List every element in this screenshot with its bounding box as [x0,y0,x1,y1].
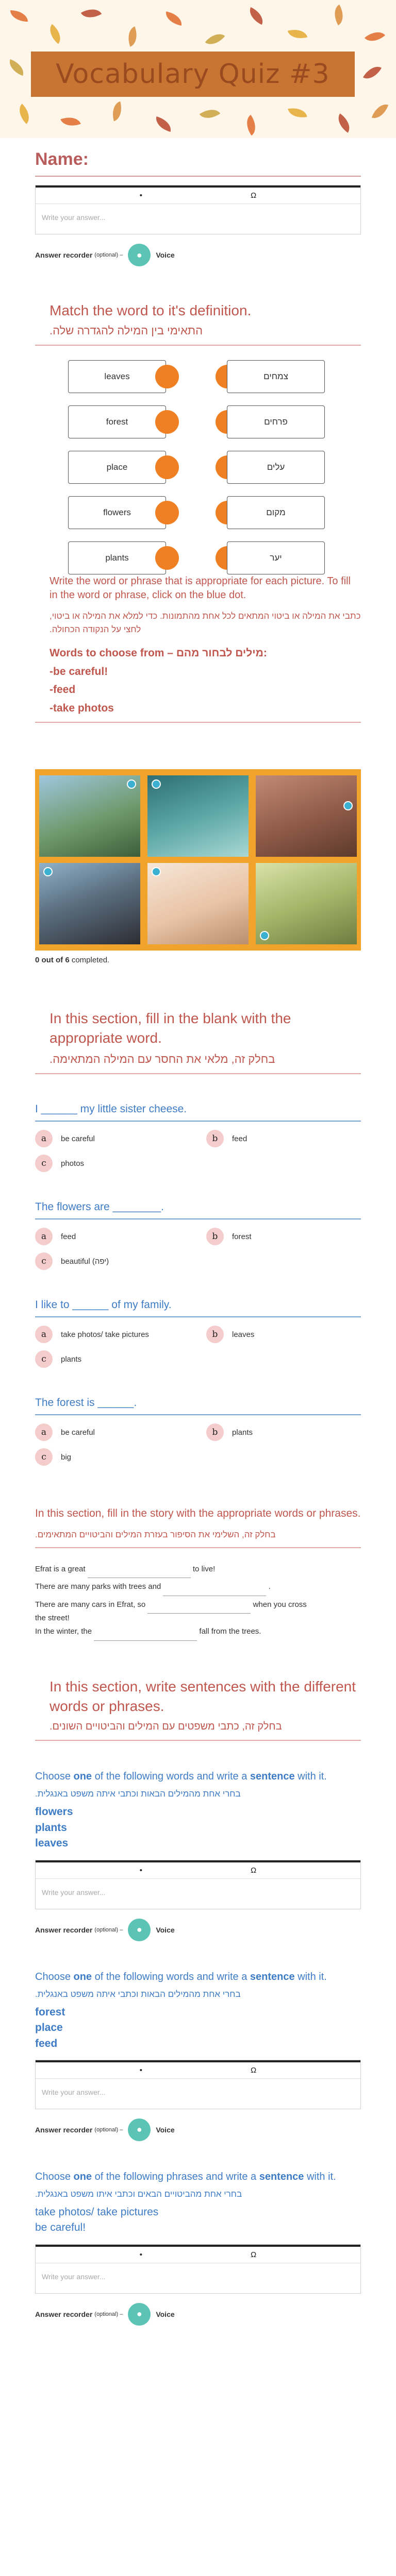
option-text: plants [232,1428,253,1437]
word-item: flowers [35,1806,73,1818]
answer-dot[interactable] [43,867,53,876]
story-text-part: when you cross [253,1600,307,1609]
prompt-part: one [73,1771,92,1783]
divider [35,1547,361,1548]
progress-count: 0 out of 6 [35,955,70,964]
mc-question-text: I like to ______ of my family. [35,1299,172,1311]
story-blank-input[interactable] [147,1613,251,1614]
match-left-item[interactable]: leaves [68,360,166,393]
prompt-part: one [73,2171,92,2182]
word-list [35,2205,361,2236]
story-text-part: to live! [192,1564,216,1573]
microphone-icon[interactable]: ● [128,1919,151,1941]
divider [35,1121,361,1122]
picture-instruction-rtl: כתבי את המילה או ביטוי המתאים לכל אחת מהתמונות. כדי למלא את המילה או ביטוי, לחצי על הנקודה הכחולה. [50,611,361,634]
word-bank-item: -be careful! [50,665,108,677]
word-bank [35,644,361,718]
option-letter: c [35,1252,53,1270]
picture-progress [35,956,361,964]
word-item: place [35,2022,63,2034]
voice-label: Voice [156,1925,175,1934]
prompt-part: Choose [35,1771,74,1783]
bullet-list-button[interactable]: • [139,1866,143,1875]
option-text: be careful [61,1428,95,1437]
voice-label: Voice [156,2310,175,2318]
mc-option[interactable] [206,1423,361,1441]
name-editor [35,185,361,234]
name-answer-input[interactable]: Write your answer... [42,213,106,222]
mc-question-text: I ______ my little sister cheese. [35,1103,187,1115]
word-list [35,2005,361,2052]
story-title: In this section, fill in the story with the appropriate words or phrases. [35,1507,361,1520]
prompt-part: of the following words and write a [92,1971,250,1982]
prompt-part: Choose [35,1971,74,1982]
answer-dot[interactable] [152,867,161,876]
recorder-optional: (optional) – [94,252,123,258]
option-letter: b [206,1423,224,1441]
mc-option[interactable] [206,1130,361,1147]
option-letter: a [35,1228,53,1245]
match-connector-dot[interactable] [155,365,179,388]
match-connector-dot[interactable] [155,546,179,570]
mc-option[interactable] [35,1130,206,1147]
recorder-optional: (optional) – [94,2126,123,2133]
mc-option[interactable] [206,1228,361,1245]
recorder-optional: (optional) – [94,1926,123,1933]
matching-title: Match the word to it's definition. [50,302,252,318]
option-letter: c [35,1448,53,1466]
microphone-icon[interactable]: ● [128,2119,151,2141]
autumn-leaves-banner [0,0,396,138]
sentence-editor [35,1860,361,1909]
mc-option[interactable] [35,1448,206,1466]
special-char-button[interactable]: Ω [251,2065,257,2075]
word-list [35,1804,361,1851]
match-left-item[interactable]: plants [68,541,166,574]
word-bank-item: -take photos [50,702,114,715]
story-text-part: the street! [35,1614,70,1623]
answer-recorder [35,2119,361,2141]
story-text-part: There are many parks with trees and [35,1582,161,1591]
mc-option[interactable] [35,1326,206,1343]
mc-question-2 [35,1201,361,1270]
option-letter: c [35,1350,53,1368]
editor-toolbar [36,2060,360,2079]
option-letter: c [35,1155,53,1172]
option-text: big [61,1452,72,1462]
mc-option[interactable] [35,1252,206,1270]
sentence-editor [35,2244,361,2294]
story-text-part: Efrat is a great [35,1564,86,1573]
photo-child-with-camera [39,863,140,944]
divider [35,1218,361,1219]
match-connector-dot[interactable] [155,455,179,479]
prompt-part: with it. [294,1971,327,1982]
answer-dot[interactable] [343,801,353,810]
sentence-prompt-rtl: בחרי אחת מהביטויים הבאים וכתבי איתו משפט באנגלית. [35,2189,242,2199]
divider [35,176,361,177]
answer-recorder [35,2303,361,2326]
word-item: plants [35,1821,67,1834]
divider [35,1073,361,1074]
editor-toolbar [36,185,360,204]
sentence-prompt [35,1970,361,1984]
photo-hand-feeding-animal [256,775,357,857]
mc-question-text: The forest is ______. [35,1397,137,1409]
answer-recorder [35,1919,361,1941]
word-bank-header: Words to choose from – מילים לבחור מהם: [50,647,267,659]
special-char-button[interactable]: Ω [251,191,257,200]
special-char-button[interactable]: Ω [251,1866,257,1875]
option-text: plants [61,1354,82,1364]
photo-tropical-beach [147,775,249,857]
progress-suffix: completed. [71,955,110,964]
prompt-part: sentence [259,2171,304,2182]
story-text-part: fall from the trees. [199,1627,261,1636]
page-title: Vocabulary Quiz #3 [56,59,330,90]
option-letter: b [206,1130,224,1147]
option-text: leaves [232,1330,255,1339]
mc-question-text: The flowers are ________. [35,1201,164,1213]
match-left-item[interactable]: place [68,451,166,484]
match-right-item[interactable]: עלים [227,451,325,484]
special-char-button[interactable]: Ω [251,2250,257,2259]
voice-label: Voice [156,251,175,259]
match-right-item[interactable]: פרחים [227,405,325,438]
divider [35,1740,361,1741]
fill-blank-title-rtl: בחלק זה, מלאי את החסר עם המילה המתאימה. [50,1053,275,1066]
match-left-item[interactable]: flowers [68,496,166,529]
sentence-prompt [35,2170,361,2184]
prompt-part: with it. [304,2171,336,2182]
mc-option[interactable] [35,1155,206,1172]
option-letter: a [35,1423,53,1441]
option-letter: b [206,1326,224,1343]
mc-question-3 [35,1299,361,1368]
microphone-icon[interactable]: ● [128,244,151,266]
option-text: beautiful (יפה) [61,1257,109,1266]
match-right-item[interactable]: יער [227,541,325,574]
bullet-list-button[interactable]: • [139,2065,143,2075]
word-item: leaves [35,1837,69,1850]
answer-dot[interactable] [260,931,269,940]
photo-family-flowers [256,863,357,944]
match-left-item[interactable]: forest [68,405,166,438]
recorder-optional: (optional) – [94,2311,123,2317]
prompt-part: sentence [250,1771,295,1783]
sentence-answer-input[interactable]: Write your answer... [42,2088,106,2096]
match-right-item[interactable]: צמחים [227,360,325,393]
recorder-label: Answer recorder [35,2125,93,2134]
divider [35,1316,361,1317]
fill-blank-title: In this section, fill in the blank with the appropriate word. [50,1010,291,1046]
option-letter: a [35,1326,53,1343]
editor-toolbar [36,2245,360,2263]
sentence-editor [35,2060,361,2109]
mc-question-4 [35,1397,361,1466]
prompt-part: of the following phrases and write a [92,2171,259,2182]
prompt-part: sentence [250,1971,295,1982]
bullet-list-button[interactable]: • [139,191,143,200]
mc-option[interactable] [35,1350,206,1368]
name-label: Name: [35,149,89,169]
story-title-rtl: בחלק זה, השלימי את הסיפור בעזרת המילים והביטויים המתאימים. [35,1529,276,1539]
option-text: photos [61,1159,85,1168]
answer-dot[interactable] [127,779,136,789]
recorder-label: Answer recorder [35,2310,93,2318]
option-text: feed [232,1134,248,1143]
answer-recorder [35,244,361,266]
story-text-part: There are many cars in Efrat, so [35,1600,146,1609]
microphone-icon[interactable]: ● [128,2303,151,2326]
sentence-answer-input[interactable]: Write your answer... [42,1888,106,1896]
match-connector-dot[interactable] [155,410,179,434]
prompt-part: with it. [294,1771,327,1783]
story-text-part: . [268,1582,271,1591]
option-letter: b [206,1228,224,1245]
word-item: feed [35,2037,58,2049]
story-text [35,1561,361,1641]
divider [35,1414,361,1415]
matching-title-rtl: התאימי בין המילה להגדרה שלה. [50,324,203,337]
mc-option[interactable] [35,1228,206,1245]
option-text: be careful [61,1134,95,1143]
story-text-part: In the winter, the [35,1627,92,1636]
title-box [31,52,355,97]
recorder-label: Answer recorder [35,251,93,259]
divider [35,722,361,723]
story-blank-input[interactable] [94,1640,197,1641]
sentence-answer-input[interactable]: Write your answer... [42,2272,106,2281]
word-bank-item: -feed [50,684,76,696]
option-letter: a [35,1130,53,1147]
picture-instruction: Write the word or phrase that is appropriate for each picture. To fill in the word or phrase, click on the blue dot. [50,575,351,601]
option-text: forest [232,1232,252,1241]
mc-question-1 [35,1103,361,1172]
photo-children-feeding [39,775,140,857]
sentence-prompt-rtl: בחרי אחת מהמילים הבאות וכתבי איתה משפט באנגלית. [35,1989,241,1999]
picture-grid [35,769,361,951]
prompt-part: one [73,1971,92,1982]
sentence-prompt-rtl: בחרי אחת מהמילים הבאות וכתבי איתה משפט באנגלית. [35,1789,241,1799]
word-item: take photos/ take pictures [35,2206,159,2218]
sentences-title-rtl: בחלק זה, כתבי משפטים עם המילים והביטויים השונים. [50,1721,282,1733]
voice-label: Voice [156,2125,175,2134]
option-text: feed [61,1232,76,1241]
mc-option[interactable] [206,1326,361,1343]
match-right-item[interactable]: מקום [227,496,325,529]
editor-toolbar [36,1860,360,1879]
divider [35,345,361,346]
word-item: be careful! [35,2222,86,2234]
prompt-part: of the following words and write a [92,1771,250,1783]
recorder-label: Answer recorder [35,1925,93,1934]
mc-option[interactable] [35,1423,206,1441]
prompt-part: Choose [35,2171,74,2182]
matching-exercise [35,360,361,563]
sentence-prompt [35,1770,361,1784]
bullet-list-button[interactable]: • [139,2250,143,2259]
match-connector-dot[interactable] [155,501,179,524]
word-item: forest [35,2006,65,2018]
answer-dot[interactable] [152,779,161,789]
option-text: take photos/ take pictures [61,1330,149,1339]
sentences-title: In this section, write sentences with the different words or phrases. [50,1678,356,1714]
photo-baby-eating [147,863,249,944]
